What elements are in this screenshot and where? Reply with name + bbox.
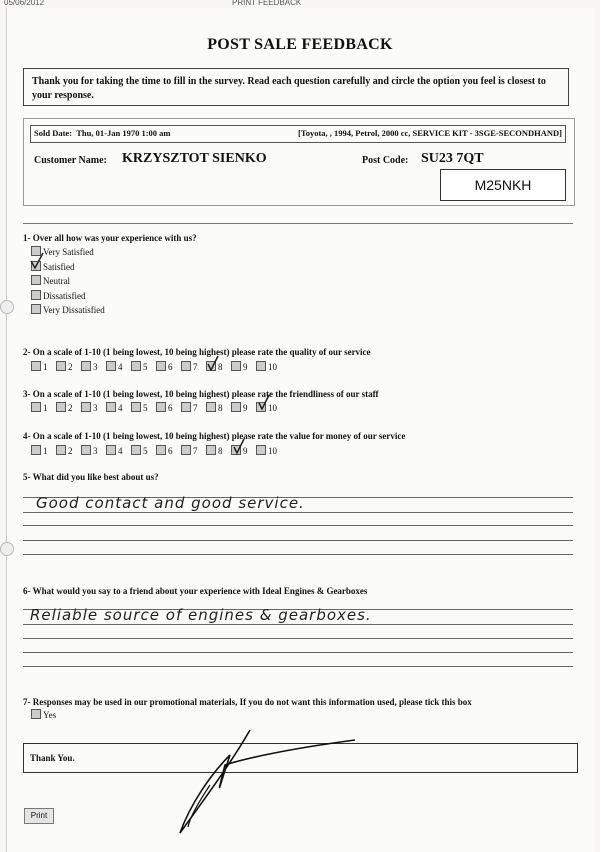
scale-option-9[interactable]: 9 [231, 402, 256, 414]
q3-scale [31, 402, 281, 414]
customer-name: KRZYSZTOT SIENKO [122, 151, 267, 166]
customer-name-label: Customer Name: [34, 155, 107, 166]
header-title: PRINT FEEDBACK [232, 0, 302, 7]
signature-icon [170, 725, 370, 840]
q1-option-dissatisfied[interactable]: Dissatisfied [31, 290, 86, 302]
intro-text: Thank you for taking the time to fill in the survey. Read each question carefully and circle the option you feel is closest to your response. [23, 68, 569, 106]
scale-option-3[interactable]: 3 [81, 361, 106, 373]
sale-info-line [30, 125, 566, 143]
scale-option-2[interactable]: 2 [56, 445, 81, 457]
checkbox[interactable] [256, 445, 266, 455]
answer-line [23, 540, 573, 541]
scale-option-4[interactable]: 4 [106, 361, 131, 373]
checkbox[interactable] [181, 361, 191, 371]
question-3: 3- On a scale of 1-10 (1 being lowest, 10 being highest) please rate the friendliness of our staff [23, 389, 379, 399]
checkbox[interactable] [31, 275, 41, 285]
scale-option-3[interactable]: 3 [81, 402, 106, 414]
checkbox[interactable] [256, 361, 266, 371]
checkbox[interactable] [81, 402, 91, 412]
checkbox[interactable] [131, 361, 141, 371]
question-7: 7- Responses may be used in our promotional materials, If you do not want this information used, please tick this box [23, 697, 472, 707]
scale-option-2[interactable]: 2 [56, 361, 81, 373]
checkbox[interactable] [56, 361, 66, 371]
scale-option-10[interactable]: 10 [256, 402, 281, 414]
q1-option-neutral[interactable]: Neutral [31, 275, 70, 287]
answer-line [23, 638, 573, 639]
checkbox[interactable] [206, 445, 216, 455]
checkbox[interactable] [206, 402, 216, 412]
tick-mark-icon [29, 252, 45, 270]
postcode: SU23 7QT [421, 151, 484, 166]
checkbox[interactable] [131, 445, 141, 455]
checkbox[interactable] [31, 361, 41, 371]
checkbox[interactable] [31, 304, 41, 314]
checkbox[interactable] [131, 402, 141, 412]
scale-option-4[interactable]: 4 [106, 402, 131, 414]
answer-line [23, 652, 573, 653]
punch-hole [0, 300, 14, 314]
answer-line [23, 525, 573, 526]
checkbox[interactable] [56, 445, 66, 455]
answer-line [23, 512, 573, 513]
print-header [0, 0, 600, 8]
answer-line [23, 554, 573, 555]
scale-option-7[interactable]: 7 [181, 445, 206, 457]
thank-you-text: Thank You. [30, 753, 75, 763]
checkbox[interactable] [181, 445, 191, 455]
checkbox[interactable] [156, 402, 166, 412]
scale-option-5[interactable]: 5 [131, 361, 156, 373]
scale-option-6[interactable]: 6 [156, 361, 181, 373]
question-1: 1- Over all how was your experience with us? [23, 233, 197, 243]
answer-line [23, 666, 573, 667]
registration-field[interactable]: M25NKH [440, 169, 566, 201]
tick-mark-icon [206, 355, 220, 371]
scale-option-1[interactable]: 1 [31, 402, 56, 414]
scale-option-4[interactable]: 4 [106, 445, 131, 457]
scale-option-7[interactable]: 7 [181, 402, 206, 414]
checkbox[interactable] [106, 445, 116, 455]
scale-option-6[interactable]: 6 [156, 402, 181, 414]
q1-option-very-satisfied[interactable]: Very Satisfied [31, 246, 94, 258]
checkbox[interactable] [31, 445, 41, 455]
page-title: POST SALE FEEDBACK [207, 36, 393, 53]
scale-option-7[interactable]: 7 [181, 361, 206, 373]
print-button[interactable]: Print [24, 808, 54, 824]
q1-option-satisfied[interactable]: Satisfied [31, 261, 75, 273]
scale-option-8[interactable]: 8 [206, 361, 231, 373]
checkbox[interactable] [31, 709, 41, 719]
checkbox[interactable] [56, 402, 66, 412]
checkbox[interactable] [31, 290, 41, 300]
scale-option-8[interactable]: 8 [206, 445, 231, 457]
q6-answer[interactable]: Reliable source of engines & gearboxes. [30, 606, 372, 624]
checkbox[interactable] [231, 402, 241, 412]
scale-option-6[interactable]: 6 [156, 445, 181, 457]
scale-option-9[interactable]: 9 [231, 445, 256, 457]
checkbox[interactable] [231, 361, 241, 371]
tick-mark-icon [232, 438, 246, 455]
scale-option-5[interactable]: 5 [131, 402, 156, 414]
checkbox[interactable] [106, 361, 116, 371]
checkbox[interactable] [106, 402, 116, 412]
q2-scale [31, 361, 281, 373]
checkbox[interactable] [181, 402, 191, 412]
punch-hole [0, 542, 14, 556]
checkbox[interactable] [31, 402, 41, 412]
header-date: 05/06/2012 [4, 0, 45, 7]
vehicle-info: [Toyota, , 1994, Petrol, 2000 cc, SERVICE KIT - 3SGE-SECONDHAND] [298, 128, 562, 138]
postcode-label: Post Code: [362, 155, 409, 166]
scale-option-5[interactable]: 5 [131, 445, 156, 457]
q1-option-very-dissatisfied[interactable]: Very Dissatisfied [31, 304, 105, 316]
scale-option-3[interactable]: 3 [81, 445, 106, 457]
checkbox[interactable] [156, 361, 166, 371]
scale-option-2[interactable]: 2 [56, 402, 81, 414]
scale-option-1[interactable]: 1 [31, 445, 56, 457]
question-6: 6- What would you say to a friend about your experience with Ideal Engines & Gearboxes [23, 586, 368, 596]
question-4: 4- On a scale of 1-10 (1 being lowest, 10 being highest) please rate the value for money of our service [23, 431, 406, 441]
scale-option-10[interactable]: 10 [256, 445, 281, 457]
q7-option-yes[interactable]: Yes [31, 709, 56, 721]
question-2: 2- On a scale of 1-10 (1 being lowest, 10 being highest) please rate the quality of our service [23, 347, 371, 357]
checkbox[interactable] [81, 361, 91, 371]
question-5: 5- What did you like best about us? [23, 472, 159, 482]
scale-option-1[interactable]: 1 [31, 361, 56, 373]
sold-date: Sold Date: Thu, 01-Jan 1970 1:00 am [34, 128, 171, 138]
divider [23, 223, 573, 224]
q5-answer[interactable]: Good contact and good service. [36, 494, 305, 512]
scale-option-9[interactable]: 9 [231, 361, 256, 373]
tick-mark-icon [257, 394, 271, 411]
scale-option-8[interactable]: 8 [206, 402, 231, 414]
scale-option-10[interactable]: 10 [256, 361, 281, 373]
checkbox[interactable] [156, 445, 166, 455]
answer-line [23, 624, 573, 625]
checkbox[interactable] [81, 445, 91, 455]
